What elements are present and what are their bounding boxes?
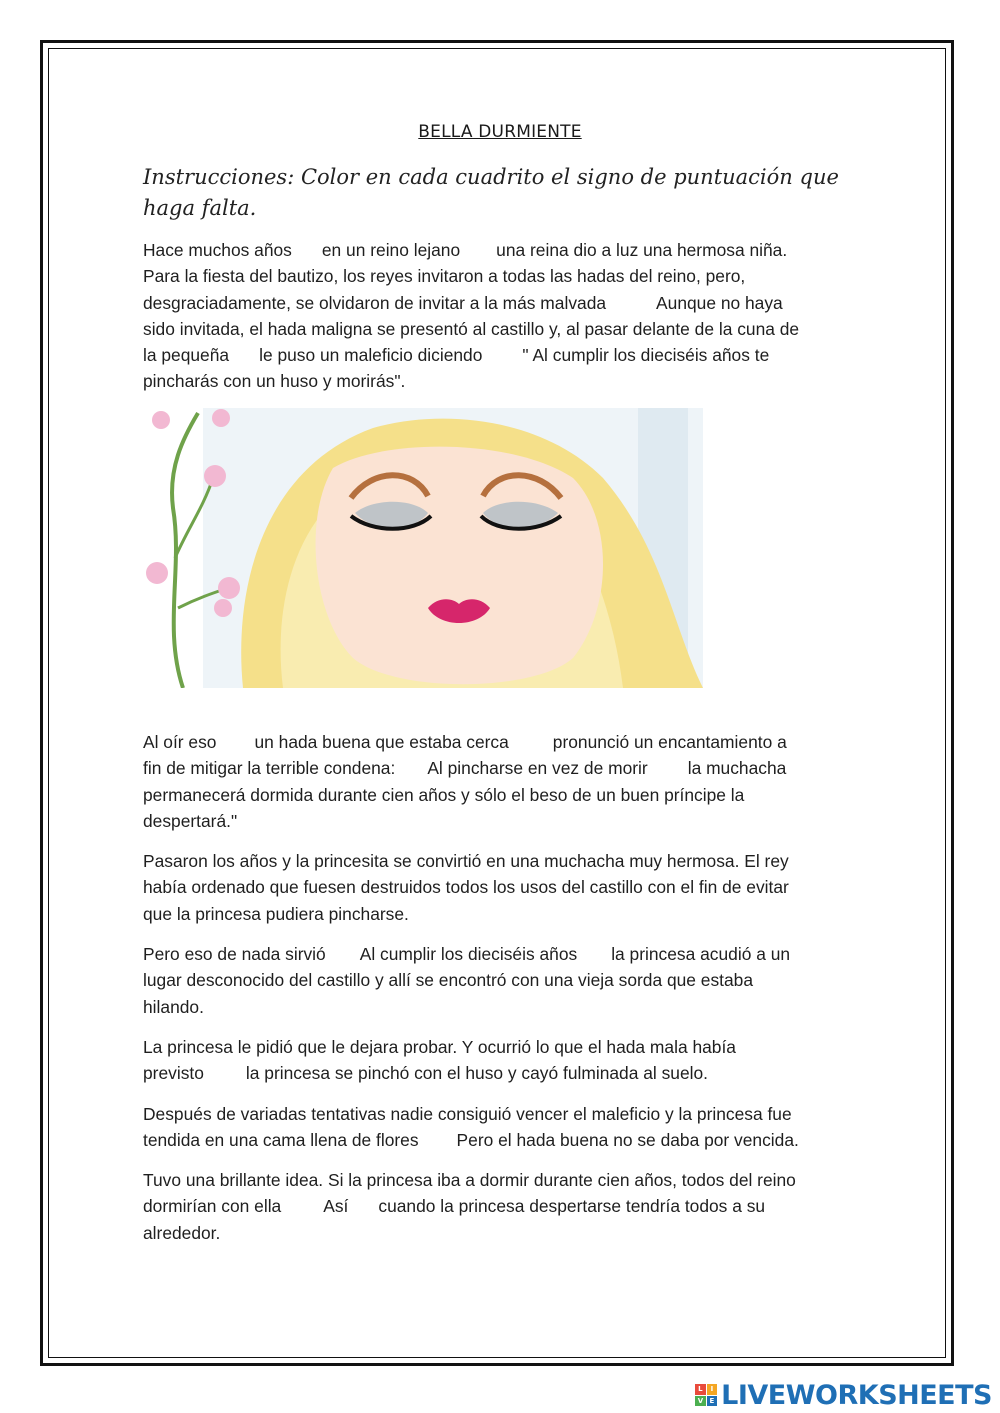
logo-mark-letter: V: [695, 1396, 706, 1407]
text-line: pincharás con un huso y morirás".: [143, 371, 406, 392]
text-segment: la pequeña: [143, 345, 230, 366]
paragraph-7: [143, 1167, 863, 1246]
worksheet-title: BELLA DURMIENTE: [418, 122, 582, 142]
logo-mark-letter: I: [707, 1384, 718, 1395]
text-line: que la princesa pudiera pincharse.: [143, 903, 409, 924]
instructions-line: haga falta.: [143, 196, 257, 220]
text-line: Pasaron los años y la princesita se convirtió en una muchacha muy hermosa. El rey: [143, 851, 789, 871]
text-segment: Al pincharse en vez de morir: [427, 758, 648, 779]
paragraph-5: [143, 1034, 863, 1087]
instructions-line: Instrucciones: Color en cada cuadrito el signo de puntuación que: [143, 165, 839, 189]
text-line: La princesa le pidió que le dejara probar. Y ocurrió lo que el hada mala había: [143, 1037, 736, 1057]
text-line: Tuvo una brillante idea. Si la princesa iba a dormir durante cien años, todos del reino: [143, 1170, 796, 1190]
text-segment: en un reino lejano: [321, 240, 461, 260]
rose: [146, 562, 168, 584]
text-segment: tendida en una cama llena de flores: [143, 1130, 419, 1151]
text-segment: previsto: [143, 1063, 204, 1084]
text-segment: una reina dio a luz una hermosa niña.: [496, 240, 788, 260]
instructions: [143, 162, 858, 224]
paragraph-3: [143, 848, 863, 927]
paragraph-6: [143, 1101, 863, 1154]
text-segment: un hada buena que estaba cerca: [254, 732, 509, 752]
text-segment: fin de mitigar la terrible condena:: [143, 758, 396, 779]
text-segment: Pero eso de nada sirvió: [143, 944, 326, 964]
paragraph-1: [143, 237, 863, 395]
paragraph-2: [143, 729, 863, 834]
logo-mark-letter: L: [695, 1384, 706, 1395]
text-segment: dormirían con ella: [143, 1196, 282, 1217]
liveworksheets-logo: [695, 1378, 992, 1412]
rose: [214, 599, 232, 617]
rose: [204, 465, 226, 487]
text-segment: Al cumplir los dieciséis años: [359, 944, 578, 964]
text-line: permanecerá dormida durante cien años y sólo el beso de un buen príncipe la: [143, 784, 745, 805]
text-line: Para la fiesta del bautizo, los reyes invitaron a todas las hadas del reino, pero,: [143, 266, 746, 287]
text-segment: Hace muchos años: [143, 240, 292, 260]
text-segment: Aunque no haya: [656, 292, 783, 313]
rose: [152, 411, 170, 429]
sleeping-princess-illustration: [143, 408, 713, 688]
text-line: alrededor.: [143, 1222, 221, 1243]
paragraph-4: [143, 941, 863, 1020]
logo-mark-icon: [695, 1384, 717, 1406]
text-line: Después de variadas tentativas nadie consiguió vencer el maleficio y la princesa fue: [143, 1104, 792, 1124]
vine-stem: [172, 413, 198, 688]
text-segment: cuando la princesa despertarse tendría todos a su: [378, 1196, 766, 1217]
text-segment: la princesa se pinchó con el huso y cayó fulminada al suelo.: [245, 1063, 708, 1084]
text-line: lugar desconocido del castillo y allí se encontró con una vieja sorda que estaba: [143, 970, 754, 991]
face-shape: [316, 447, 603, 685]
text-segment: la princesa acudió a un: [611, 944, 791, 964]
text-segment: desgraciadamente, se olvidaron de invitar a la más malvada: [143, 292, 607, 313]
text-line: sido invitada, el hada maligna se presentó al castillo y, al pasar delante de la cuna de: [143, 318, 800, 339]
text-segment: " Al cumplir los dieciséis años te: [522, 345, 770, 366]
text-segment: le puso un maleficio diciendo: [259, 345, 483, 366]
text-line: hilando.: [143, 996, 204, 1017]
logo-text: LIVEWORKSHEETS: [721, 1379, 992, 1411]
text-segment: Al oír eso: [143, 732, 217, 752]
text-segment: pronunció un encantamiento a: [552, 732, 787, 752]
text-line: despertará.": [143, 810, 238, 831]
text-line: había ordenado que fuesen destruidos todos los usos del castillo con el fin de evitar: [143, 877, 789, 898]
text-segment: Pero el hada buena no se daba por vencida.: [456, 1130, 799, 1151]
logo-mark-letter: E: [707, 1396, 718, 1407]
text-segment: la muchacha: [687, 758, 787, 779]
text-segment: Así: [323, 1196, 349, 1217]
rose: [218, 577, 240, 599]
rose: [212, 409, 230, 427]
